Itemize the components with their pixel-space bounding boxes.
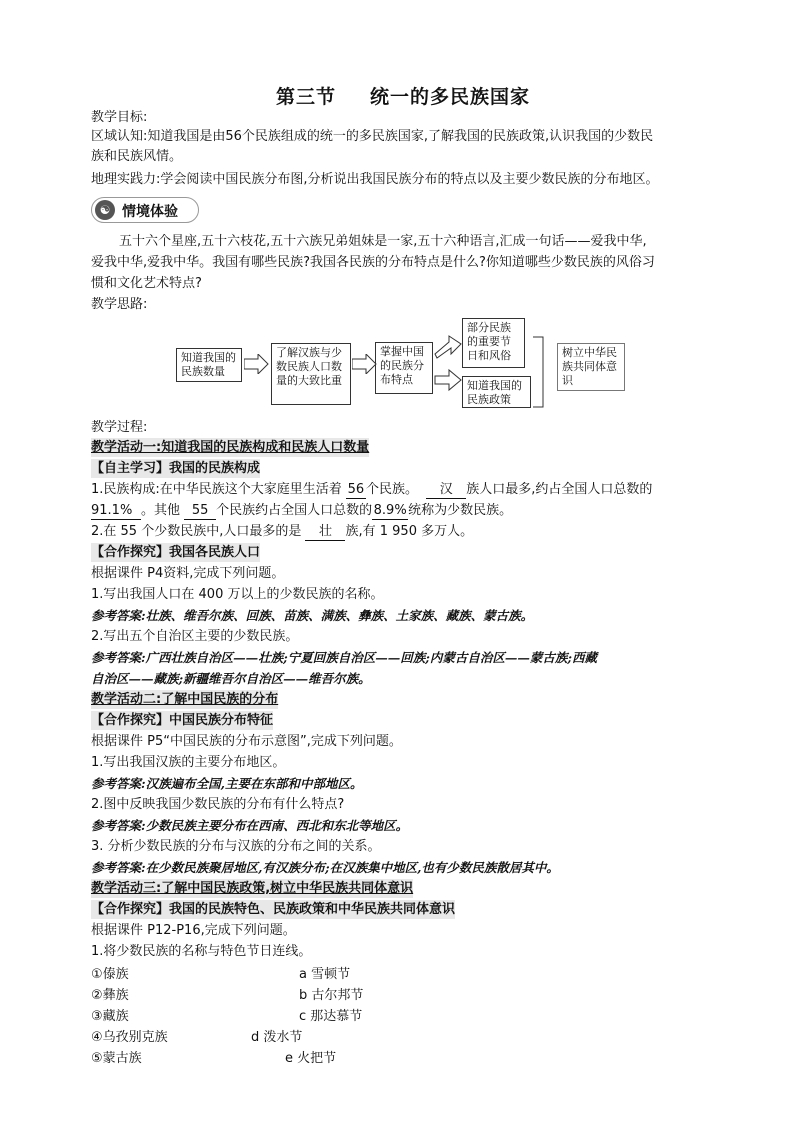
activity-3-subtitle: 【合作探究】我国的民族特色、民族政策和中华民族共同体意识 — [91, 902, 456, 917]
activity-2-title: 教学活动二:了解中国民族的分布 — [91, 692, 279, 707]
activity-3-q1: 1.将少数民族的名称与特色节日连线。 — [91, 944, 312, 959]
scene-badge — [91, 197, 199, 223]
answer-blank-han: 汉 — [426, 482, 466, 499]
badge-label: 情境体验 — [122, 204, 178, 220]
activity-2-a2: 参考答案:少数民族主要分布在西南、西北和东北等地区。 — [91, 818, 409, 833]
scene-line-1: 五十六个星座,五十六枝花,五十六族兄弟姐妹是一家,五十六种语言,汇成一句话——爱我中华, — [119, 234, 647, 249]
flow-box-2: 了解汉族与少数民族人口数量的大致比重 — [271, 343, 351, 405]
activity-1-a2-line-1: 参考答案:广西壮族自治区——壮族;宁夏回族自治区——回族;内蒙古自治区——蒙古族;西藏 — [91, 650, 597, 665]
answer-blank-55: 55 — [184, 503, 216, 520]
festival-a: a 雪顿节 — [299, 967, 351, 982]
flow-box-6: 树立中华民族共同体意识 — [557, 343, 625, 391]
flow-bracket — [531, 335, 551, 411]
goals-line-3: 地理实践力:学会阅读中国民族分布图,分析说出我国民族分布的特点以及主要少数民族的分布地区。 — [91, 172, 659, 187]
flow-box-1: 知道我国的民族数量 — [176, 348, 242, 382]
question-2: 2.在 55 个少数民族中,人口最多的是 壮 族,有 1 950 多万人。 — [91, 524, 474, 539]
activity-3-intro: 根据课件 P12-P16,完成下列问题。 — [91, 923, 296, 938]
activity-2-a1: 参考答案:汉族遍布全国,主要在东部和中部地区。 — [91, 776, 363, 791]
question-1-line-2: 91.1% 。其他 55 个民族约占全国人口总数的8.9%统称为少数民族。 — [91, 503, 513, 518]
activity-2-q2: 2.图中反映我国少数民族的分布有什么特点? — [91, 797, 345, 812]
answer-blank-pct: 91.1% — [91, 503, 141, 520]
goals-heading: 教学目标: — [91, 110, 148, 125]
activity-1-a2-line-2: 自治区——藏族;新疆维吾尔自治区——维吾尔族。 — [91, 671, 371, 686]
ethnic-group-5: ⑤蒙古族 — [91, 1051, 142, 1066]
scene-icon: ☯ — [95, 200, 115, 220]
festival-d: d 泼水节 — [251, 1030, 303, 1045]
activity-1-q1: 1.写出我国人口在 400 万以上的少数民族的名称。 — [91, 587, 384, 602]
activity-2-a3: 参考答案:在少数民族聚居地区,有汉族分布;在汉族集中地区,也有少数民族散居其中。 — [91, 860, 559, 875]
thinking-heading: 教学思路: — [91, 297, 148, 312]
flow-arrow-1 — [244, 354, 270, 374]
activity-1-title: 教学活动一:知道我国的民族构成和民族人口数量 — [91, 440, 370, 455]
answer-blank-56: 56 — [347, 482, 365, 497]
flow-arrows-split — [433, 326, 463, 396]
flow-box-5: 知道我国的民族政策 — [462, 376, 531, 408]
activity-2-q3: 3. 分析少数民族的分布与汉族的分布之间的关系。 — [91, 839, 381, 854]
ethnic-group-2: ②彝族 — [91, 988, 129, 1003]
goals-line-1: 区域认知:知道我国是由56个民族组成的统一的多民族国家,了解我国的民族政策,认识我国的少数民 — [91, 129, 654, 144]
ethnic-group-4: ④乌孜别克族 — [91, 1030, 168, 1045]
answer-blank-zhuang: 壮 — [305, 524, 345, 541]
ethnic-group-1: ①傣族 — [91, 967, 129, 982]
activity-1-intro: 根据课件 P4资料,完成下列问题。 — [91, 566, 285, 581]
activity-2-q1: 1.写出我国汉族的主要分布地区。 — [91, 755, 286, 770]
process-heading: 教学过程: — [91, 420, 148, 435]
festival-e: e 火把节 — [285, 1051, 337, 1066]
question-1-line-1: 1.民族构成:在中华民族这个大家庭里生活着 56 个民族。 汉 族人口最多,约占全国人口总数的 — [91, 482, 653, 497]
activity-1-subtitle-1: 【自主学习】我国的民族构成 — [91, 461, 261, 476]
section-title: 统一的多民族国家 — [370, 86, 531, 108]
activity-3-title: 教学活动三:了解中国民族政策,树立中华民族共同体意识 — [91, 881, 414, 896]
ethnic-group-3: ③藏族 — [91, 1009, 129, 1024]
activity-1-q2: 2.写出五个自治区主要的少数民族。 — [91, 629, 299, 644]
scene-line-2: 爱我中华,爱我中华。我国有哪些民族?我国各民族的分布特点是什么?你知道哪些少数民族的风俗习 — [91, 255, 655, 270]
section-number: 第三节 — [275, 86, 336, 108]
festival-c: c 那达慕节 — [299, 1009, 363, 1024]
activity-1-a1: 参考答案:壮族、维吾尔族、回族、苗族、满族、彝族、土家族、藏族、蒙古族。 — [91, 608, 534, 623]
goals-line-2: 族和民族风情。 — [91, 149, 183, 164]
flow-box-3: 掌握中国的民族分布特点 — [375, 342, 433, 394]
festival-b: b 古尔邦节 — [299, 988, 364, 1003]
activity-2-intro: 根据课件 P5“中国民族的分布示意图”,完成下列问题。 — [91, 734, 402, 749]
page-title — [91, 82, 715, 109]
scene-line-3: 惯和文化艺术特点? — [91, 276, 202, 291]
answer-blank-pct2: 8.9% — [373, 503, 407, 518]
activity-1-subtitle-2: 【合作探究】我国各民族人口 — [91, 545, 261, 560]
flow-box-4: 部分民族的重要节日和风俗 — [462, 318, 525, 368]
activity-2-subtitle: 【合作探究】中国民族分布特征 — [91, 713, 274, 728]
